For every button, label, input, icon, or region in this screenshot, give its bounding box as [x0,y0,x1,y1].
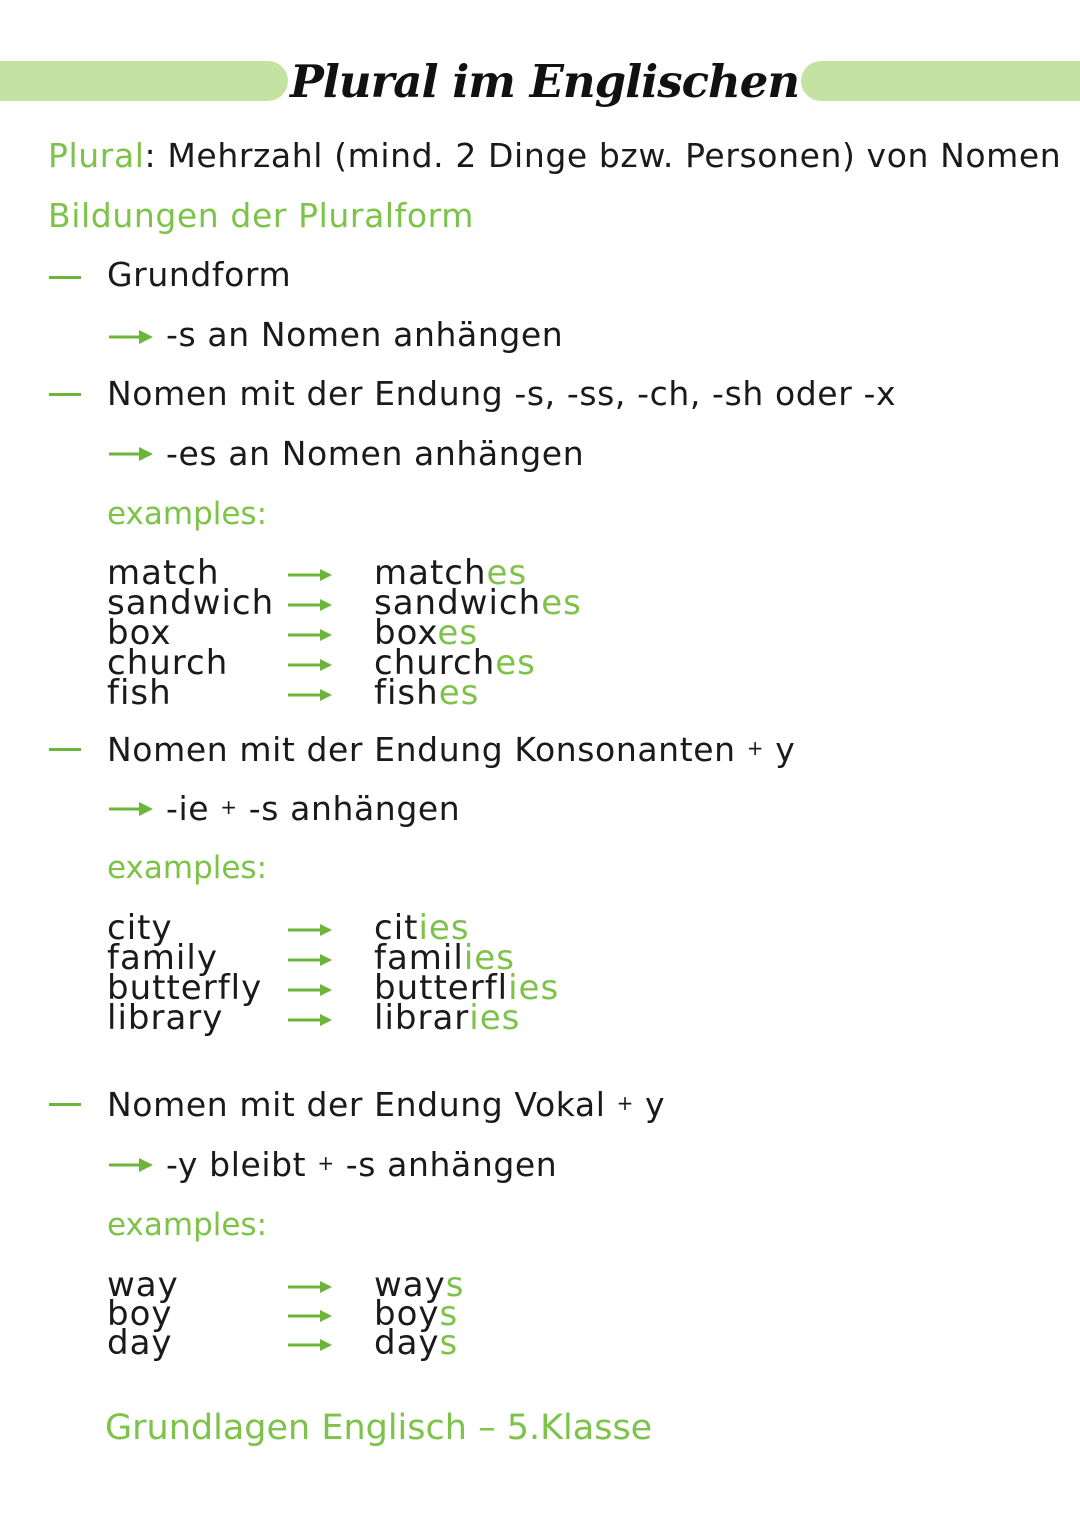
arrow-icon [288,567,332,581]
rule-action: -es an Nomen anhängen [166,434,585,473]
singular-word: fish [107,673,172,713]
plural-suffix: s [445,1265,465,1305]
arrow-icon [288,922,332,936]
plural-stem: church [374,643,496,683]
arrow-icon [288,1012,332,1026]
page-title: Plural im Englischen [289,55,800,108]
arrow-icon [288,657,332,671]
plural-stem: cit [374,908,419,948]
arrow-icon [109,799,153,819]
plural-suffix: es [541,583,582,623]
plural-stem: fish [374,673,439,713]
action-text: -ie [166,789,210,828]
plural-stem: sandwich [374,583,542,623]
singular-word: library [107,998,224,1038]
singular-word: way [107,1265,179,1305]
plus-sign: + [616,1091,634,1115]
bullet-dash [49,276,81,279]
subheading: Bildungen der Pluralform [48,196,474,235]
singular-word: day [107,1323,173,1363]
bullet-dash [49,393,81,396]
arrow-icon [288,1279,332,1293]
arrow-icon [109,327,153,347]
rule-action: -s an Nomen anhängen [166,315,564,354]
plural-suffix: es [438,673,480,713]
plural-suffix: es [437,613,479,653]
condition-text: Nomen mit der Endung Konsonanten [107,730,736,769]
arrow-icon [288,1308,332,1322]
examples-label: examples: [107,850,268,886]
plural-suffix: ies [463,938,515,978]
plus-sign: + [317,1151,335,1175]
plural-stem: match [374,553,487,593]
header-bar-right [801,61,1080,101]
rule-action [166,1145,557,1184]
rule-condition [107,1085,665,1124]
singular-word: box [107,613,172,653]
arrow-icon [288,1337,332,1351]
plural-stem: day [374,1323,440,1363]
header-bar-left [0,61,288,101]
rule-condition [107,730,795,769]
arrow-icon [288,982,332,996]
plural-stem: box [374,613,438,653]
rule-condition: Nomen mit der Endung -s, -ss, -ch, -sh oder -x [107,374,897,413]
plural-word [374,1323,459,1363]
arrow-icon [109,1155,153,1175]
definition [48,136,1061,175]
footer-note: Grundlagen Englisch – 5.Klasse [105,1408,653,1448]
definition-term: Plural [48,136,145,175]
examples-label: examples: [107,496,268,532]
plural-word [374,998,521,1038]
singular-word: match [107,553,220,593]
singular-word: boy [107,1294,173,1334]
singular-word: butterfly [107,968,263,1008]
plural-word [374,673,480,713]
arrow-icon [288,952,332,966]
plural-suffix: es [495,643,536,683]
plural-stem: boy [374,1294,440,1334]
plural-stem: librar [374,998,470,1038]
plural-suffix: ies [469,998,521,1038]
rule-action [166,789,460,828]
singular-word: city [107,908,173,948]
plural-suffix: s [439,1323,459,1363]
condition-ending: y [775,730,796,769]
plural-suffix: s [439,1294,459,1334]
rule-condition: Grundform [107,255,292,294]
singular-word: sandwich [107,583,275,623]
bullet-dash [49,748,81,751]
plural-suffix: es [486,553,528,593]
action-text: -y bleibt [166,1145,307,1184]
definition-text: : Mehrzahl (mind. 2 Dinge bzw. Personen) von Nomen [144,136,1062,175]
examples-label: examples: [107,1207,268,1243]
singular-word: church [107,643,229,683]
plural-stem: famil [374,938,464,978]
plural-suffix: ies [418,908,470,948]
plus-sign: + [220,795,238,819]
arrow-icon [109,444,153,464]
plural-stem: way [374,1265,446,1305]
condition-ending: y [645,1085,666,1124]
plus-sign: + [746,736,765,760]
singular-word: family [107,938,218,978]
arrow-icon [288,597,332,611]
arrow-icon [288,687,332,701]
action-text: -s anhängen [345,1145,558,1184]
plural-stem: butterfl [374,968,509,1008]
plural-suffix: ies [508,968,560,1008]
bullet-dash [49,1103,81,1106]
arrow-icon [288,627,332,641]
action-text: -s anhängen [248,789,461,828]
condition-text: Nomen mit der Endung Vokal [107,1085,606,1124]
